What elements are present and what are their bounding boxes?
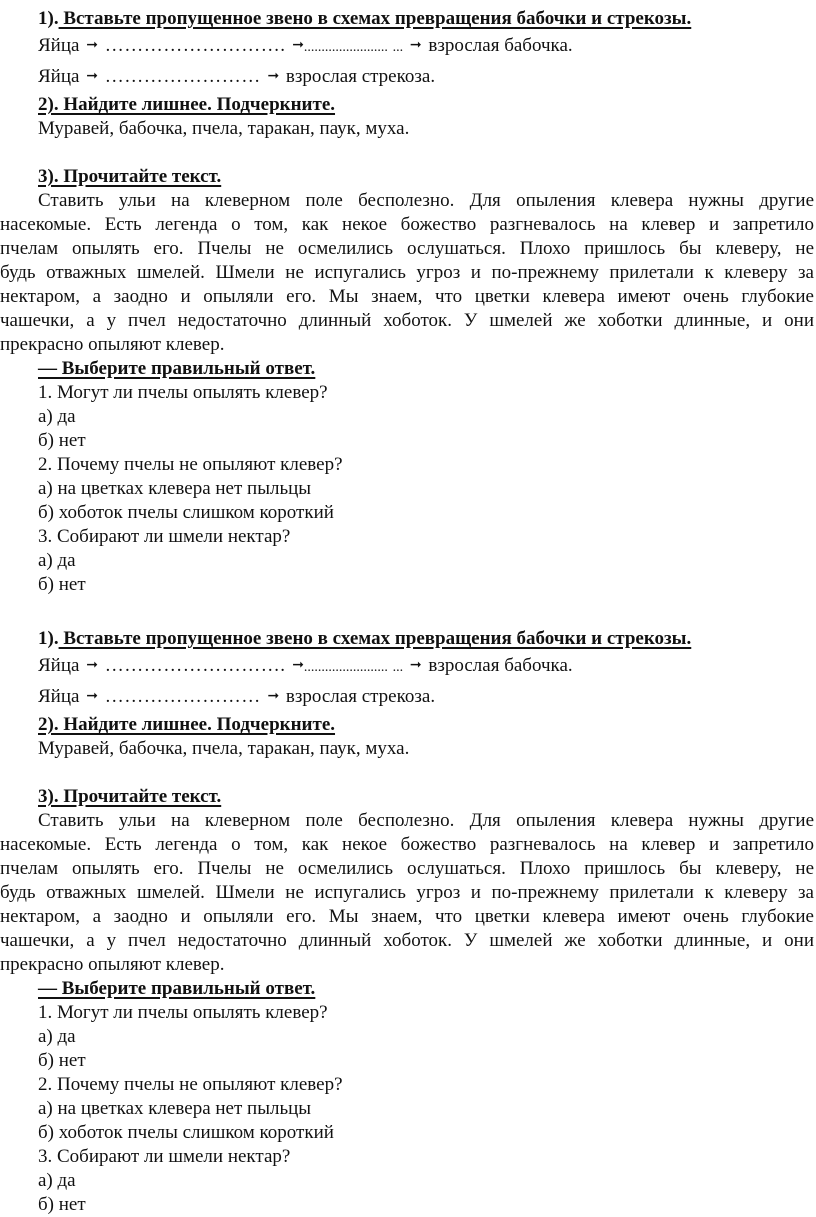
- task2-items[interactable]: Муравей, бабочка, пчела, таракан, паук, муха.: [38, 118, 410, 139]
- answer-option-1a[interactable]: а) да: [38, 406, 76, 427]
- paragraph-line: прекрасно опыляют клевер.: [0, 334, 225, 355]
- scheme-start: Яйца: [38, 686, 80, 707]
- answer-option-1a[interactable]: а) да: [38, 1026, 76, 1047]
- answer-option-2a[interactable]: а) на цветках клевера нет пыльцы: [38, 1098, 312, 1119]
- paragraph-line: будь отважных шмелей. Шмели не испугались угроз и по-прежнему прилетали к клеверу за: [0, 262, 814, 283]
- answer-option-2b[interactable]: б) хоботок пчелы слишком короткий: [38, 1122, 334, 1143]
- task2-title: 2). Найдите лишнее. Подчеркните.: [38, 94, 336, 115]
- answer-option-2a[interactable]: а) на цветках клевера нет пыльцы: [38, 478, 312, 499]
- scheme-end: взрослая стрекоза.: [285, 66, 436, 87]
- choose-answer-heading: [38, 357, 814, 381]
- scheme-end: взрослая стрекоза.: [285, 686, 436, 707]
- task2-title: 2). Найдите лишнее. Подчеркните.: [38, 714, 336, 735]
- reading-paragraph: [0, 809, 814, 977]
- arrow-right-icon: ➞: [409, 38, 422, 53]
- arrow-right-icon: ➞: [86, 38, 98, 53]
- answer-option-1b[interactable]: б) нет: [38, 430, 86, 451]
- choose-answer-heading: [38, 977, 814, 1001]
- scheme-end: взрослая бабочка.: [428, 655, 573, 676]
- arrow-right-icon: ➞: [267, 69, 280, 84]
- blank-stage-1[interactable]: ……………………….: [104, 655, 286, 676]
- question-1: 1. Могут ли пчелы опылять клевер?: [38, 1002, 328, 1023]
- blank-stage-2[interactable]: ........................: [303, 40, 388, 55]
- task3-heading: [38, 785, 814, 809]
- scheme-end: взрослая бабочка.: [428, 35, 573, 56]
- blank-stage-2[interactable]: ........................: [303, 660, 388, 675]
- task3-title: 3). Прочитайте текст.: [38, 786, 222, 807]
- worksheet-copy-1: [0, 7, 814, 597]
- reading-paragraph: [0, 189, 814, 357]
- task3-title: 3). Прочитайте текст.: [38, 166, 222, 187]
- arrow-right-icon: ➞: [267, 689, 280, 704]
- arrow-right-icon: ➞: [292, 38, 304, 53]
- dragonfly-scheme: [38, 62, 814, 93]
- paragraph-line: насекомые. Есть легенда о том, как некое божество разгневалось на клевер и запретило: [0, 214, 814, 235]
- question-3: 3. Собирают ли шмели нектар?: [38, 526, 291, 547]
- task3-heading: [38, 165, 814, 189]
- answer-option-1b[interactable]: б) нет: [38, 1050, 86, 1071]
- task1-heading: [38, 627, 814, 651]
- question-2: 2. Почему пчелы не опыляют клевер?: [38, 1074, 343, 1095]
- task1-number: 1).: [38, 8, 59, 29]
- arrow-right-icon: ➞: [292, 658, 304, 673]
- scheme-start: Яйца: [38, 66, 80, 87]
- arrow-right-icon: ➞: [86, 69, 98, 84]
- paragraph-line: насекомые. Есть легенда о том, как некое божество разгневалось на клевер и запретило: [0, 834, 814, 855]
- paragraph-line: нектаром, а заодно и опыляли его. Мы знаем, что цветки клевера имеют очень глубокие: [0, 906, 814, 927]
- butterfly-scheme: [38, 651, 814, 682]
- task2-heading: [38, 93, 814, 117]
- choose-answer-title: — Выберите правильный ответ.: [38, 358, 316, 379]
- task1-number: 1).: [38, 628, 59, 649]
- paragraph-line: пчелам опылять его. Пчелы не осмелились ослушаться. Плохо пришлось бы клеверу, не: [0, 858, 814, 879]
- dragonfly-scheme: [38, 682, 814, 713]
- answer-option-2b[interactable]: б) хоботок пчелы слишком короткий: [38, 502, 334, 523]
- paragraph-line: чашечки, а у пчел недостаточно длинный хоботок. У шмелей же хоботки длинные, и они: [0, 310, 814, 331]
- blank-stage-2-tail: ...: [392, 40, 404, 55]
- paragraph-line: прекрасно опыляют клевер.: [0, 954, 225, 975]
- spacer: [38, 761, 814, 785]
- blank-stage-2-tail: ...: [392, 660, 404, 675]
- arrow-right-icon: ➞: [86, 658, 98, 673]
- arrow-right-icon: ➞: [86, 689, 98, 704]
- paragraph-line: будь отважных шмелей. Шмели не испугались угроз и по-прежнему прилетали к клеверу за: [0, 882, 814, 903]
- task1-heading: [38, 7, 814, 31]
- choose-answer-title: — Выберите правильный ответ.: [38, 978, 316, 999]
- task2-items[interactable]: Муравей, бабочка, пчела, таракан, паук, муха.: [38, 738, 410, 759]
- scheme-start: Яйца: [38, 655, 80, 676]
- paragraph-line: Ставить ульи на клеверном поле бесполезно. Для опыления клевера нужны другие: [38, 190, 814, 211]
- question-1: 1. Могут ли пчелы опылять клевер?: [38, 382, 328, 403]
- paragraph-line: чашечки, а у пчел недостаточно длинный хоботок. У шмелей же хоботки длинные, и они: [0, 930, 814, 951]
- arrow-right-icon: ➞: [409, 658, 422, 673]
- answer-option-3a[interactable]: а) да: [38, 1170, 76, 1191]
- blank-stage[interactable]: ……………………: [104, 66, 261, 87]
- task1-title: Вставьте пропущенное звено в схемах превращения бабочки и стрекозы.: [58, 628, 692, 649]
- question-2: 2. Почему пчелы не опыляют клевер?: [38, 454, 343, 475]
- task2-heading: [38, 713, 814, 737]
- paragraph-line: нектаром, а заодно и опыляли его. Мы знаем, что цветки клевера имеют очень глубокие: [0, 286, 814, 307]
- scheme-start: Яйца: [38, 35, 80, 56]
- spacer: [38, 141, 814, 165]
- worksheet-copy-2: [0, 627, 814, 1217]
- answer-option-3b[interactable]: б) нет: [38, 574, 86, 595]
- answer-option-3a[interactable]: а) да: [38, 550, 76, 571]
- blank-stage[interactable]: ……………………: [104, 686, 261, 707]
- blank-stage-1[interactable]: ……………………….: [104, 35, 286, 56]
- task1-title: Вставьте пропущенное звено в схемах превращения бабочки и стрекозы.: [58, 8, 692, 29]
- paragraph-line: Ставить ульи на клеверном поле бесполезно. Для опыления клевера нужны другие: [38, 810, 814, 831]
- butterfly-scheme: [38, 31, 814, 62]
- paragraph-line: пчелам опылять его. Пчелы не осмелились ослушаться. Плохо пришлось бы клеверу, не: [0, 238, 814, 259]
- answer-option-3b[interactable]: б) нет: [38, 1194, 86, 1215]
- question-3: 3. Собирают ли шмели нектар?: [38, 1146, 291, 1167]
